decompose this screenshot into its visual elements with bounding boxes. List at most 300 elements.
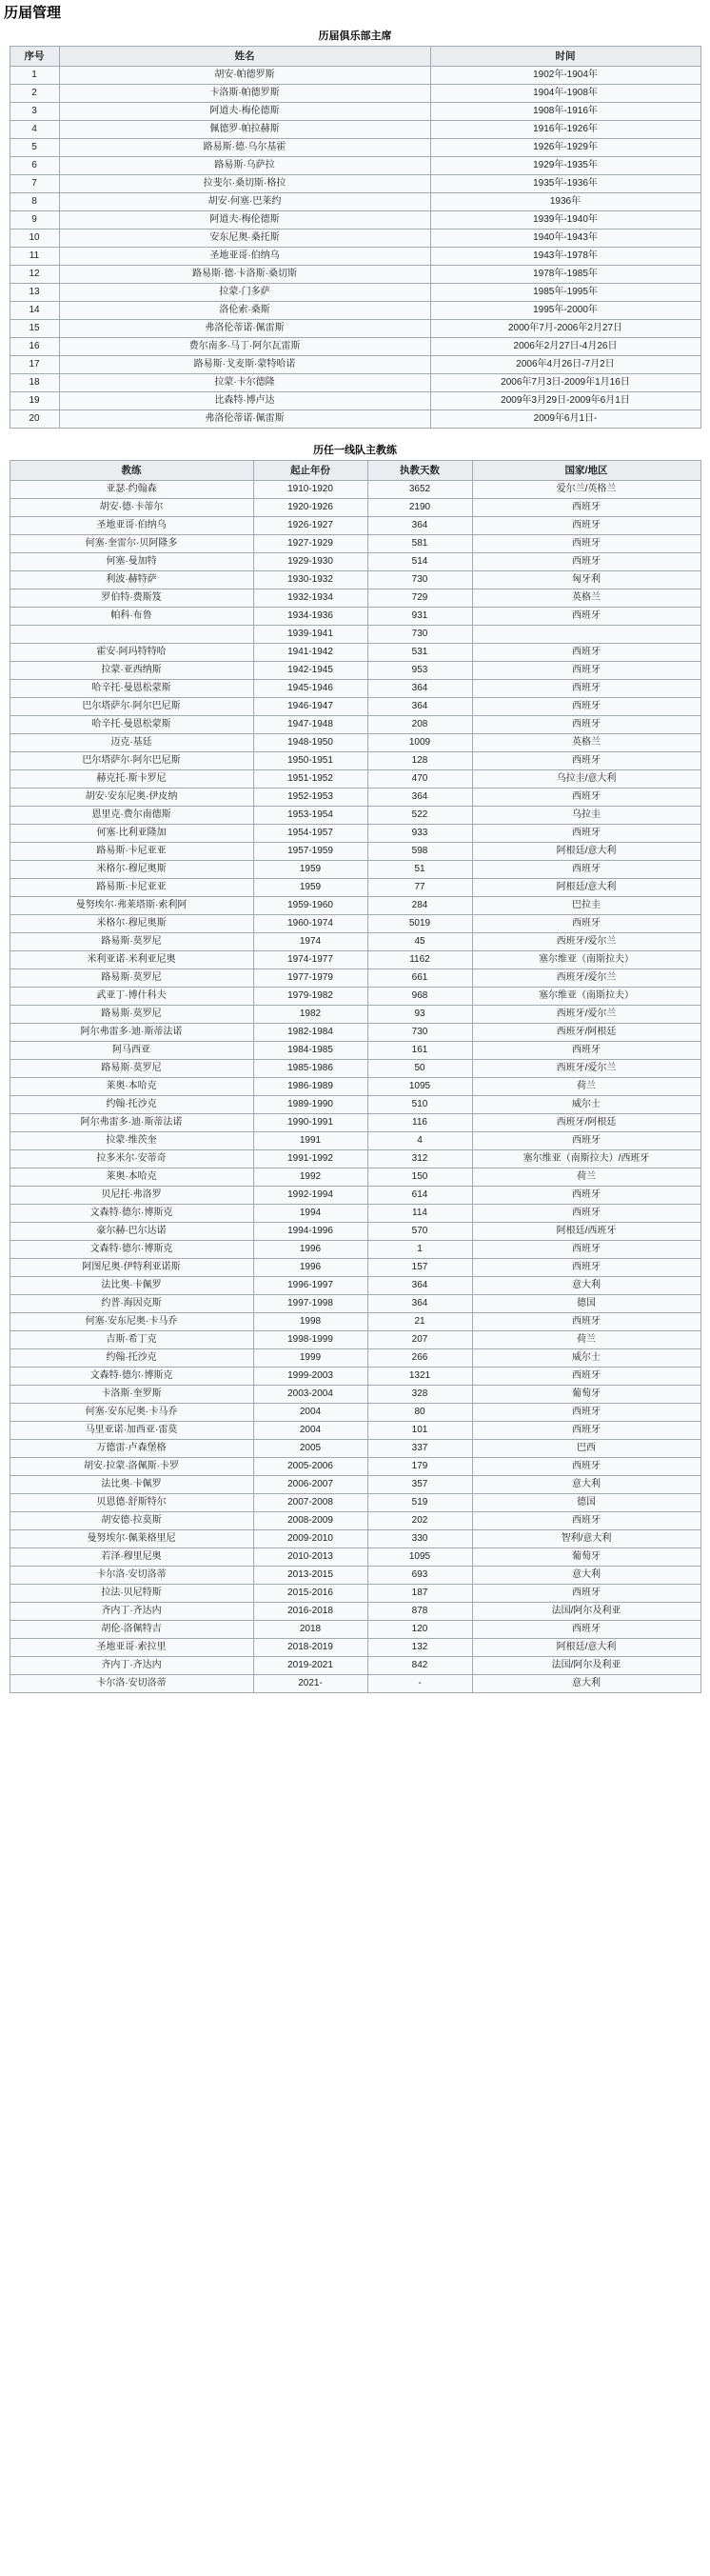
- cell-years: 1929-1930: [253, 553, 367, 571]
- presidents-table-body: [10, 67, 700, 429]
- cell-period: 1926年-1929年: [430, 139, 700, 157]
- cell-index: 16: [10, 338, 59, 356]
- cell-years: 1930-1932: [253, 571, 367, 589]
- cell-days: 312: [367, 1150, 472, 1168]
- cell-period: 1935年-1936年: [430, 175, 700, 193]
- cell-days: 161: [367, 1042, 472, 1060]
- table-row: [10, 175, 700, 193]
- cell-days: 570: [367, 1223, 472, 1241]
- cell-years: 1942-1945: [253, 662, 367, 680]
- cell-name: 费尔南多·马丁·阿尔瓦雷斯: [59, 338, 430, 356]
- cell-days: 842: [367, 1657, 472, 1675]
- table-row: [10, 1295, 700, 1313]
- cell-period: 2006年2月27日-4月26日: [430, 338, 700, 356]
- cell-coach: 齐内丁·齐达内: [10, 1657, 253, 1675]
- cell-coach: 米格尔·穆尼奥斯: [10, 861, 253, 879]
- column-header-coach: 教练: [10, 461, 253, 481]
- table-row: [10, 608, 700, 626]
- table-row: [10, 1205, 700, 1223]
- cell-days: 730: [367, 626, 472, 644]
- cell-days: 21: [367, 1313, 472, 1331]
- cell-years: 1991: [253, 1132, 367, 1150]
- cell-years: 2004: [253, 1422, 367, 1440]
- cell-country: 西班牙: [472, 1259, 700, 1277]
- cell-index: 9: [10, 211, 59, 230]
- cell-coach: 文森特·德尔·博斯克: [10, 1241, 253, 1259]
- cell-years: 1952-1953: [253, 789, 367, 807]
- table-row: [10, 410, 700, 429]
- cell-years: 1998: [253, 1313, 367, 1331]
- cell-index: 5: [10, 139, 59, 157]
- cell-name: 弗洛伦蒂诺·佩雷斯: [59, 320, 430, 338]
- cell-country: 德国: [472, 1494, 700, 1512]
- cell-days: -: [367, 1675, 472, 1693]
- cell-coach: 米利亚诺·米利亚尼奥: [10, 951, 253, 969]
- cell-days: 202: [367, 1512, 472, 1530]
- table-row: [10, 1024, 700, 1042]
- cell-country: 西班牙: [472, 553, 700, 571]
- cell-coach: 万德雷·卢森堡格: [10, 1440, 253, 1458]
- cell-years: 1959: [253, 861, 367, 879]
- cell-country: 阿根廷/意大利: [472, 1639, 700, 1657]
- cell-years: 2021-: [253, 1675, 367, 1693]
- cell-name: 胡安·帕德罗斯: [59, 67, 430, 85]
- table-row: [10, 553, 700, 571]
- page-container: [0, 5, 710, 1716]
- cell-years: 2013-2015: [253, 1567, 367, 1585]
- cell-period: 1902年-1904年: [430, 67, 700, 85]
- cell-country: 西班牙: [472, 1132, 700, 1150]
- table-row: [10, 680, 700, 698]
- table-row: [10, 338, 700, 356]
- cell-days: 878: [367, 1603, 472, 1621]
- cell-period: 1943年-1978年: [430, 248, 700, 266]
- cell-index: 8: [10, 193, 59, 211]
- cell-country: 西班牙/爱尔兰: [472, 969, 700, 988]
- cell-coach: 文森特·德尔·博斯克: [10, 1368, 253, 1386]
- cell-name: 圣地亚哥·伯纳乌: [59, 248, 430, 266]
- table-row: [10, 933, 700, 951]
- cell-days: 51: [367, 861, 472, 879]
- cell-name: 卡洛斯·帕德罗斯: [59, 85, 430, 103]
- cell-days: 1162: [367, 951, 472, 969]
- table-row: [10, 1331, 700, 1349]
- cell-country: 西班牙: [472, 1422, 700, 1440]
- cell-days: 933: [367, 825, 472, 843]
- cell-coach: 哈辛托·曼恩松蒙斯: [10, 680, 253, 698]
- cell-index: 11: [10, 248, 59, 266]
- cell-country: 意大利: [472, 1675, 700, 1693]
- page-title: 历届管理: [4, 5, 62, 21]
- cell-coach: 齐内丁·齐达内: [10, 1603, 253, 1621]
- cell-country: 西班牙: [472, 698, 700, 716]
- cell-days: 661: [367, 969, 472, 988]
- cell-years: 2004: [253, 1404, 367, 1422]
- cell-days: 116: [367, 1114, 472, 1132]
- cell-country: 西班牙: [472, 1187, 700, 1205]
- table-row: [10, 1530, 700, 1548]
- cell-years: 1991-1992: [253, 1150, 367, 1168]
- cell-country: 阿根廷/意大利: [472, 879, 700, 897]
- cell-days: 80: [367, 1404, 472, 1422]
- cell-years: 1996: [253, 1241, 367, 1259]
- column-header-country: 国家/地区: [472, 461, 700, 481]
- table-row: [10, 969, 700, 988]
- cell-country: 西班牙: [472, 608, 700, 626]
- table-row: [10, 1585, 700, 1603]
- table-row: [10, 1259, 700, 1277]
- cell-years: 1939-1941: [253, 626, 367, 644]
- table-row: [10, 1313, 700, 1331]
- cell-coach: 阿马西亚: [10, 1042, 253, 1060]
- cell-years: 1994-1996: [253, 1223, 367, 1241]
- cell-days: 4: [367, 1132, 472, 1150]
- cell-coach: 法比奥·卡佩罗: [10, 1476, 253, 1494]
- cell-coach: 霍安·阿玛特特哈: [10, 644, 253, 662]
- cell-country: 巴拉圭: [472, 897, 700, 915]
- cell-name: 洛伦索·桑斯: [59, 302, 430, 320]
- table-row: [10, 302, 700, 320]
- cell-coach: 帕科·布鲁: [10, 608, 253, 626]
- cell-coach: 莱奥·本哈克: [10, 1168, 253, 1187]
- cell-days: 3652: [367, 481, 472, 499]
- cell-coach: [10, 626, 253, 644]
- cell-name: 弗洛伦蒂诺·佩雷斯: [59, 410, 430, 429]
- cell-name: 佩德罗·帕拉赫斯: [59, 121, 430, 139]
- cell-years: 2015-2016: [253, 1585, 367, 1603]
- cell-country: 塞尔维亚（南斯拉夫）: [472, 988, 700, 1006]
- table-row: [10, 698, 700, 716]
- cell-years: 2003-2004: [253, 1386, 367, 1404]
- cell-days: 1095: [367, 1548, 472, 1567]
- cell-country: 西班牙/阿根廷: [472, 1114, 700, 1132]
- table-row: [10, 1187, 700, 1205]
- table-row: [10, 951, 700, 969]
- cell-coach: 阿尔弗雷多·迪·斯蒂法诺: [10, 1024, 253, 1042]
- table-row: [10, 1476, 700, 1494]
- cell-coach: 武亚丁·博什科夫: [10, 988, 253, 1006]
- cell-years: 1986-1989: [253, 1078, 367, 1096]
- cell-days: 522: [367, 807, 472, 825]
- cell-days: 730: [367, 571, 472, 589]
- cell-years: 2019-2021: [253, 1657, 367, 1675]
- cell-years: 1994: [253, 1205, 367, 1223]
- cell-period: 2006年4月26日-7月2日: [430, 356, 700, 374]
- cell-coach: 罗伯特·费斯笈: [10, 589, 253, 608]
- cell-days: 330: [367, 1530, 472, 1548]
- table-row: [10, 825, 700, 843]
- cell-coach: 阿尔弗雷多·迪·斯蒂法诺: [10, 1114, 253, 1132]
- cell-country: 威尔士: [472, 1096, 700, 1114]
- cell-years: 1920-1926: [253, 499, 367, 517]
- cell-period: 2009年6月1日-: [430, 410, 700, 429]
- table-row: [10, 103, 700, 121]
- cell-name: 拉蒙·卡尔德隆: [59, 374, 430, 392]
- cell-country: 西班牙/爱尔兰: [472, 933, 700, 951]
- table-header-row: [10, 47, 700, 67]
- cell-coach: 路易斯·莫罗尼: [10, 933, 253, 951]
- column-header-years: 起止年份: [253, 461, 367, 481]
- cell-coach: 阿图尼奥·伊特利亚诺斯: [10, 1259, 253, 1277]
- table-row: [10, 734, 700, 752]
- table-row: [10, 770, 700, 789]
- cell-days: 114: [367, 1205, 472, 1223]
- cell-name: 胡安·何塞·巴莱约: [59, 193, 430, 211]
- cell-period: 2000年7月-2006年2月27日: [430, 320, 700, 338]
- cell-period: 1916年-1926年: [430, 121, 700, 139]
- cell-country: 西班牙: [472, 680, 700, 698]
- cell-days: 101: [367, 1422, 472, 1440]
- cell-country: 葡萄牙: [472, 1386, 700, 1404]
- cell-years: 1954-1957: [253, 825, 367, 843]
- table-row: [10, 1223, 700, 1241]
- cell-country: 西班牙: [472, 861, 700, 879]
- table-row: [10, 879, 700, 897]
- table-row: [10, 988, 700, 1006]
- cell-country: 乌拉圭/意大利: [472, 770, 700, 789]
- cell-years: 1974-1977: [253, 951, 367, 969]
- table-row: [10, 1657, 700, 1675]
- cell-country: 法国/阿尔及利亚: [472, 1657, 700, 1675]
- coaches-table-body: [10, 481, 700, 1693]
- cell-country: 西班牙: [472, 752, 700, 770]
- cell-years: 2005: [253, 1440, 367, 1458]
- cell-days: 364: [367, 517, 472, 535]
- table-row: [10, 644, 700, 662]
- cell-days: 266: [367, 1349, 472, 1368]
- cell-coach: 路易斯·卡尼亚亚: [10, 843, 253, 861]
- cell-name: 阿道夫·梅伦德斯: [59, 211, 430, 230]
- cell-coach: 约翰·托沙克: [10, 1349, 253, 1368]
- cell-country: 西班牙: [472, 1205, 700, 1223]
- cell-coach: 拉多米尔·安蒂奇: [10, 1150, 253, 1168]
- cell-country: 西班牙: [472, 1585, 700, 1603]
- column-header-name: 姓名: [59, 47, 430, 67]
- cell-country: 西班牙: [472, 1621, 700, 1639]
- table-row: [10, 716, 700, 734]
- cell-coach: 拉法·贝尼特斯: [10, 1585, 253, 1603]
- cell-index: 10: [10, 230, 59, 248]
- cell-days: 364: [367, 1295, 472, 1313]
- column-header-days: 执教天数: [367, 461, 472, 481]
- table-row: [10, 481, 700, 499]
- cell-days: 208: [367, 716, 472, 734]
- cell-country: 英格兰: [472, 589, 700, 608]
- cell-days: 1009: [367, 734, 472, 752]
- table-row: [10, 1603, 700, 1621]
- cell-days: 514: [367, 553, 472, 571]
- cell-days: 614: [367, 1187, 472, 1205]
- cell-name: 比森特·博卢达: [59, 392, 430, 410]
- cell-coach: 何塞·比利亚隆加: [10, 825, 253, 843]
- cell-coach: 拉蒙·维茨奎: [10, 1132, 253, 1150]
- cell-period: 1985年-1995年: [430, 284, 700, 302]
- cell-country: 阿根廷/西班牙: [472, 1223, 700, 1241]
- table-row: [10, 1042, 700, 1060]
- cell-country: 巴西: [472, 1440, 700, 1458]
- cell-days: 5019: [367, 915, 472, 933]
- cell-name: 路易斯·乌萨拉: [59, 157, 430, 175]
- cell-name: 拉斐尔·桑切斯·格拉: [59, 175, 430, 193]
- cell-years: 2016-2018: [253, 1603, 367, 1621]
- cell-years: 2018-2019: [253, 1639, 367, 1657]
- cell-years: 1947-1948: [253, 716, 367, 734]
- cell-period: 2009年3月29日-2009年6月1日: [430, 392, 700, 410]
- cell-days: 150: [367, 1168, 472, 1187]
- cell-coach: 巴尔塔萨尔·阿尔巴尼斯: [10, 698, 253, 716]
- cell-days: 364: [367, 789, 472, 807]
- cell-name: 拉蒙·门多萨: [59, 284, 430, 302]
- presidents-table-caption: 历届俱乐部主席: [10, 28, 701, 46]
- table-row: [10, 1114, 700, 1132]
- table-row: [10, 789, 700, 807]
- cell-years: 1934-1936: [253, 608, 367, 626]
- cell-years: 1992: [253, 1168, 367, 1187]
- coaches-table-caption: 历任一线队主教练: [10, 442, 701, 460]
- cell-years: 1997-1998: [253, 1295, 367, 1313]
- cell-country: 葡萄牙: [472, 1548, 700, 1567]
- cell-coach: 胡安·安东尼奥·伊皮纳: [10, 789, 253, 807]
- cell-coach: 路易斯·莫罗尼: [10, 969, 253, 988]
- cell-days: 132: [367, 1639, 472, 1657]
- cell-years: 1953-1954: [253, 807, 367, 825]
- cell-country: 西班牙/阿根廷: [472, 1024, 700, 1042]
- cell-years: 1990-1991: [253, 1114, 367, 1132]
- cell-period: 1940年-1943年: [430, 230, 700, 248]
- cell-years: 1948-1950: [253, 734, 367, 752]
- cell-country: 意大利: [472, 1277, 700, 1295]
- cell-years: 1996: [253, 1259, 367, 1277]
- cell-days: 693: [367, 1567, 472, 1585]
- cell-name: 阿道夫·梅伦德斯: [59, 103, 430, 121]
- cell-days: 2190: [367, 499, 472, 517]
- table-row: [10, 248, 700, 266]
- cell-years: 2007-2008: [253, 1494, 367, 1512]
- cell-days: 470: [367, 770, 472, 789]
- cell-days: 581: [367, 535, 472, 553]
- cell-index: 19: [10, 392, 59, 410]
- cell-years: 1959: [253, 879, 367, 897]
- cell-coach: 马里亚诺·加西亚·雷莫: [10, 1422, 253, 1440]
- cell-years: 1999-2003: [253, 1368, 367, 1386]
- table-row: [10, 571, 700, 589]
- table-row: [10, 589, 700, 608]
- cell-coach: 圣地亚哥·索拉里: [10, 1639, 253, 1657]
- cell-country: 爱尔兰/英格兰: [472, 481, 700, 499]
- cell-name: 安东尼奥·桑托斯: [59, 230, 430, 248]
- cell-coach: 莱奥·本哈克: [10, 1078, 253, 1096]
- cell-coach: 曼努埃尔·弗莱塔斯·索利阿: [10, 897, 253, 915]
- table-row: [10, 1458, 700, 1476]
- presidents-table: [10, 28, 701, 429]
- table-row: [10, 1404, 700, 1422]
- cell-years: 1959-1960: [253, 897, 367, 915]
- cell-days: 337: [367, 1440, 472, 1458]
- table-row: [10, 1060, 700, 1078]
- table-row: [10, 1512, 700, 1530]
- cell-country: 西班牙: [472, 1368, 700, 1386]
- table-row: [10, 626, 700, 644]
- cell-name: 路易斯·戈麦斯·蒙特哈诺: [59, 356, 430, 374]
- table-row: [10, 1150, 700, 1168]
- cell-coach: 胡伦·洛佩特吉: [10, 1621, 253, 1639]
- cell-days: 77: [367, 879, 472, 897]
- table-row: [10, 1621, 700, 1639]
- cell-coach: 圣地亚哥·伯纳乌: [10, 517, 253, 535]
- cell-coach: 何塞·奎雷尔·贝阿隆多: [10, 535, 253, 553]
- cell-coach: 文森特·德尔·博斯克: [10, 1205, 253, 1223]
- cell-years: 1932-1934: [253, 589, 367, 608]
- cell-years: 2018: [253, 1621, 367, 1639]
- cell-coach: 亚瑟·约翰森: [10, 481, 253, 499]
- cell-years: 1989-1990: [253, 1096, 367, 1114]
- table-row: [10, 1567, 700, 1585]
- cell-period: 1995年-2000年: [430, 302, 700, 320]
- cell-country: 塞尔维亚（南斯拉夫）/西班牙: [472, 1150, 700, 1168]
- table-row: [10, 392, 700, 410]
- cell-coach: 路易斯·莫罗尼: [10, 1006, 253, 1024]
- table-row: [10, 1386, 700, 1404]
- table-row: [10, 356, 700, 374]
- cell-index: 15: [10, 320, 59, 338]
- cell-coach: 吉斯·希丁克: [10, 1331, 253, 1349]
- cell-coach: 法比奥·卡佩罗: [10, 1277, 253, 1295]
- cell-coach: 迈克·基廷: [10, 734, 253, 752]
- cell-years: 1984-1985: [253, 1042, 367, 1060]
- table-row: [10, 752, 700, 770]
- cell-years: 1985-1986: [253, 1060, 367, 1078]
- cell-coach: 米格尔·穆尼奥斯: [10, 915, 253, 933]
- cell-years: 1982: [253, 1006, 367, 1024]
- table-row: [10, 1096, 700, 1114]
- table-row: [10, 535, 700, 553]
- table-row: [10, 1078, 700, 1096]
- cell-coach: 贝尼托·弗洛罗: [10, 1187, 253, 1205]
- cell-days: 93: [367, 1006, 472, 1024]
- table-row: [10, 1006, 700, 1024]
- cell-days: 968: [367, 988, 472, 1006]
- cell-country: 乌拉圭: [472, 807, 700, 825]
- cell-years: 1950-1951: [253, 752, 367, 770]
- table-row: [10, 1639, 700, 1657]
- cell-days: 207: [367, 1331, 472, 1349]
- cell-years: 1951-1952: [253, 770, 367, 789]
- cell-country: 法国/阿尔及利亚: [472, 1603, 700, 1621]
- table-row: [10, 266, 700, 284]
- cell-years: 2010-2013: [253, 1548, 367, 1567]
- cell-days: 531: [367, 644, 472, 662]
- cell-index: 7: [10, 175, 59, 193]
- cell-country: 意大利: [472, 1567, 700, 1585]
- cell-country: 西班牙: [472, 716, 700, 734]
- cell-coach: 卡尔洛·安切洛蒂: [10, 1567, 253, 1585]
- cell-country: 意大利: [472, 1476, 700, 1494]
- cell-days: 1321: [367, 1368, 472, 1386]
- table-row: [10, 157, 700, 175]
- cell-coach: 豪尔赫·巴尔达诺: [10, 1223, 253, 1241]
- cell-country: 西班牙/爱尔兰: [472, 1006, 700, 1024]
- table-row: [10, 1422, 700, 1440]
- cell-days: 157: [367, 1259, 472, 1277]
- cell-country: 西班牙: [472, 789, 700, 807]
- cell-period: 1978年-1985年: [430, 266, 700, 284]
- cell-index: 4: [10, 121, 59, 139]
- cell-country: 荷兰: [472, 1331, 700, 1349]
- cell-days: 364: [367, 680, 472, 698]
- cell-country: 智利/意大利: [472, 1530, 700, 1548]
- cell-coach: 哈辛托·曼恩松蒙斯: [10, 716, 253, 734]
- cell-years: 2008-2009: [253, 1512, 367, 1530]
